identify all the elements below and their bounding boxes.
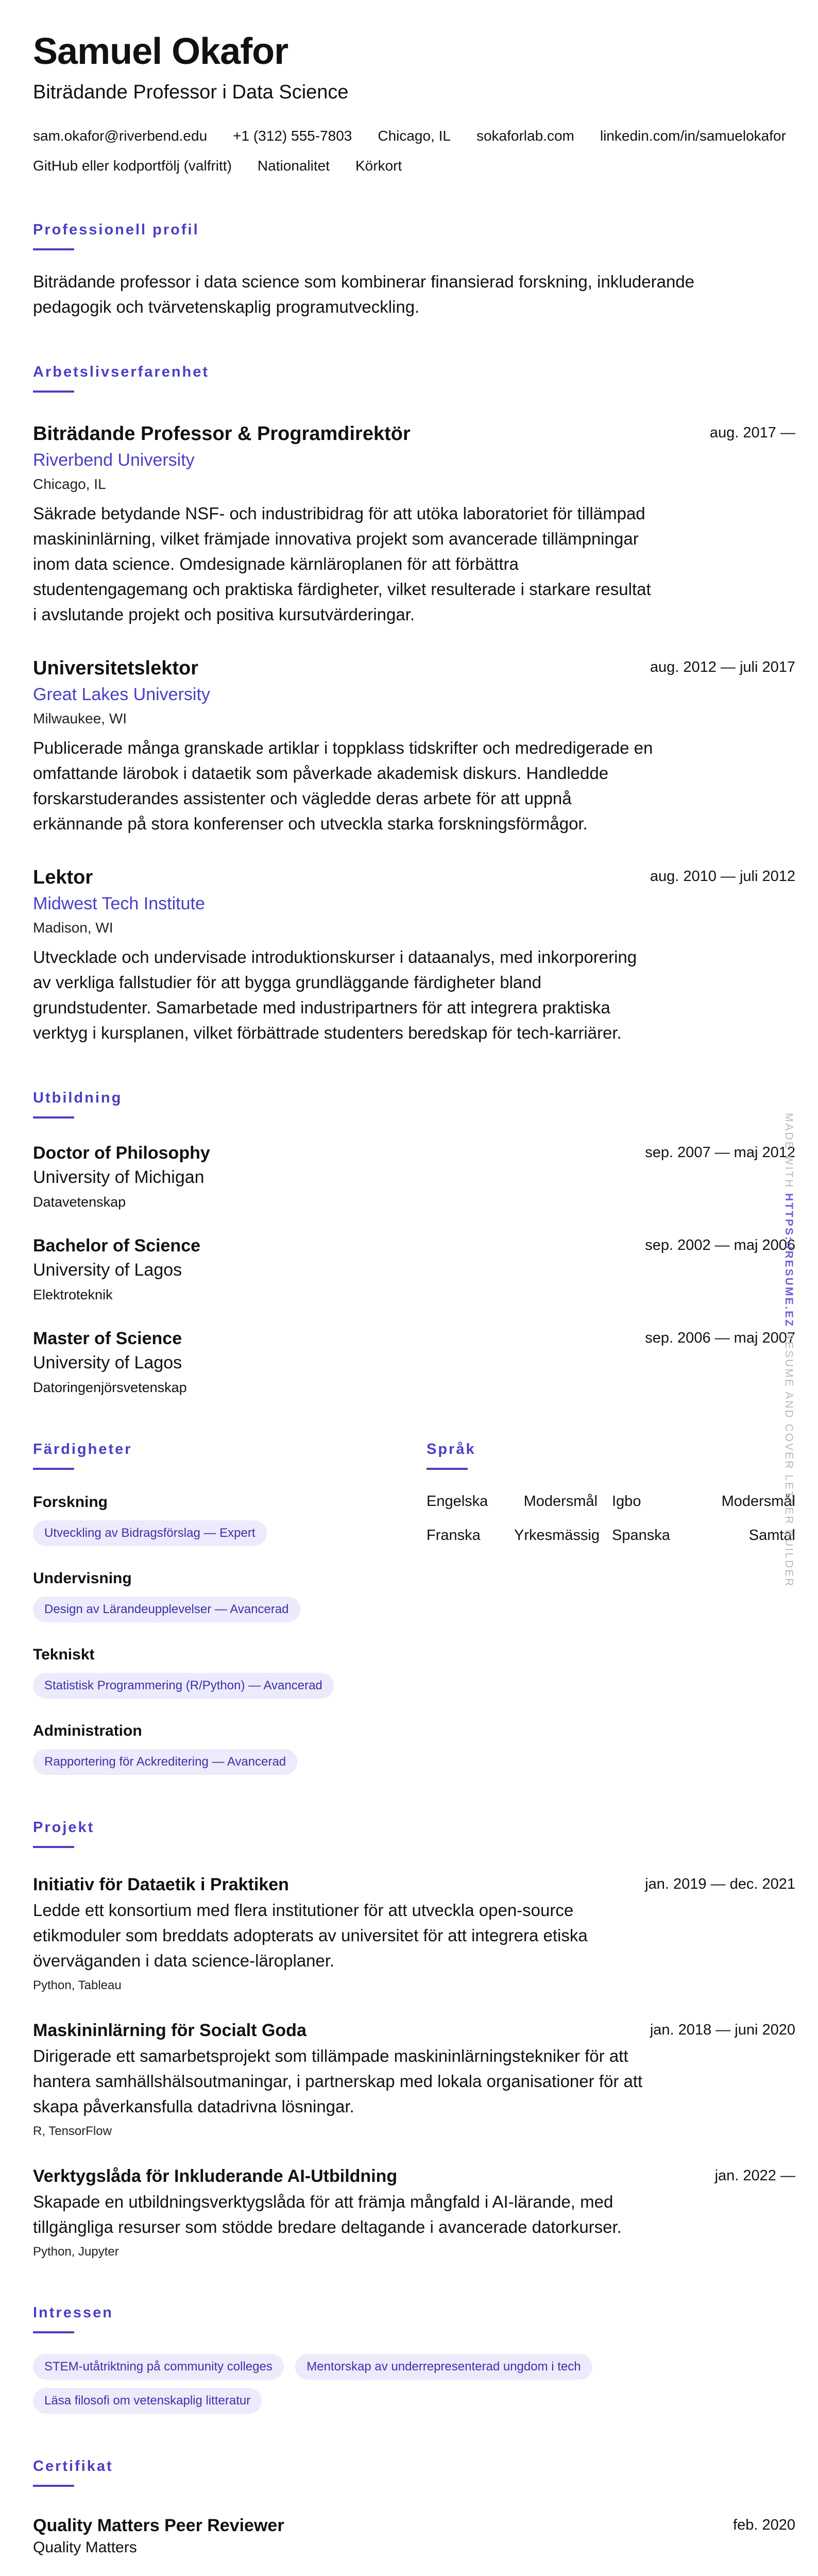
degree-title: Bachelor of Science — [33, 1236, 201, 1256]
project-entry — [33, 2165, 795, 2260]
section-title-profile: Professionell profil — [33, 222, 199, 238]
section-title-experience: Arbetslivserfarenhet — [33, 364, 210, 380]
project-description: Skapade en utbildningsverktygslåda för att främja mångfald i AI-lärande, med tillgängliga resurser som stödde bredare deltagande i avancerade datorkurser. — [33, 2192, 622, 2236]
project-title: Maskininlärning för Socialt Goda — [33, 2021, 306, 2040]
section-title-skills: Färdigheter — [33, 1441, 132, 1458]
language-name: Franska — [427, 1527, 481, 1544]
section-divider — [33, 1846, 74, 1848]
contact-location: Chicago, IL — [378, 128, 451, 144]
job-description: Säkrade betydande NSF- och industribidrag för att utöka laboratoriet för tillämpad maskininlärning, vilket främjade innovativa projekt som avancerade tillämpningar inom data science. Omdesignade kärnläroplanen för att förbättra studentengagemang och praktiska färdigheter, vilket resulterade i starkare resultat i avslutande projekt och positiva kursutvärderingar. — [33, 504, 651, 624]
education-entry — [33, 1235, 795, 1304]
skill-chip: Statistisk Programmering (R/Python) — Avancerad — [33, 1673, 334, 1699]
candidate-name: Samuel Okafor — [33, 31, 288, 72]
field-of-study: Datavetenskap — [33, 1194, 126, 1210]
skill-group-name: Forskning — [33, 1494, 108, 1511]
contact-license: Körkort — [355, 158, 402, 174]
interest-chip: Mentorskap av underrepresenterad ungdom i tech — [295, 2354, 592, 2380]
section-title-projects: Projekt — [33, 1819, 95, 1836]
section-title-interests: Intressen — [33, 2304, 113, 2321]
project-tech: Python, Jupyter — [33, 2245, 119, 2259]
profile-summary: Biträdande professor i data science som kombinerar finansierad forskning, inkluderande pedagogik och tvärvetenskaplig programutveckling. — [33, 272, 695, 316]
education-entry — [33, 1142, 795, 1211]
education-entry — [33, 1328, 795, 1397]
section-title-languages: Språk — [427, 1441, 476, 1458]
section-divider — [33, 2331, 74, 2333]
school-name: University of Lagos — [33, 1260, 182, 1280]
project-title: Initiativ för Dataetik i Praktiken — [33, 1875, 289, 1894]
job-dates: aug. 2012 — juli 2017 — [650, 659, 795, 675]
education-dates: sep. 2007 — maj 2012 — [645, 1144, 795, 1161]
certificate-issuer: Quality Matters — [33, 2539, 137, 2556]
project-description: Dirigerade ett samarbetsprojekt som tillämpade maskininlärningstekniker för att hantera samhällshälsoutmaningar, i partnerskap med lokala organisationer för att skapa påverkansfulla datadrivna lösningar. — [33, 2046, 643, 2116]
education-dates: sep. 2002 — maj 2006 — [645, 1237, 795, 1253]
interest-chip: Läsa filosofi om vetenskaplig litteratur — [33, 2388, 262, 2414]
contact-nationality: Nationalitet — [257, 158, 330, 174]
project-dates: jan. 2018 — juni 2020 — [650, 2022, 795, 2038]
school-name: University of Lagos — [33, 1353, 182, 1372]
contact-phone[interactable]: +1 (312) 555-7803 — [233, 128, 352, 144]
experience-section — [33, 363, 795, 1045]
certificate-entry — [33, 2515, 795, 2558]
interest-chip: STEM-utåtriktning på community colleges — [33, 2354, 284, 2380]
languages-section — [427, 1440, 795, 1775]
job-description: Publicerade många granskade artiklar i toppklass tidskrifter och medredigerade en omfattande lärobok i dataetik som påverkade akademisk diskurs. Handledde forskarstuderandes assistenter och vägledde deras arbete för att uppnå erkännande på stora konferenser och utveckla starka forskningsförmågor. — [33, 738, 653, 833]
language-level: Modersmål — [523, 1493, 598, 1510]
skill-group — [33, 1569, 427, 1622]
field-of-study: Datoringenjörsvetenskap — [33, 1380, 187, 1395]
project-tech: Python, Tableau — [33, 1978, 122, 1992]
job-description: Utvecklade och undervisade introduktionskurser i dataanalys, med inkorporering av verkliga fallstudier för att bygga grundläggande färdigheter bland grundstudenter. Samarbetade med industripartners för att integrera praktiska verktyg i kursplanen, vilket förbättrade studenters beredskap för tech-karriärer. — [33, 947, 637, 1042]
skill-group — [33, 1645, 427, 1699]
language-level: Yrkesmässig — [514, 1527, 600, 1544]
experience-entry — [33, 422, 795, 627]
language-list — [427, 1492, 795, 1545]
builder-credit — [781, 1113, 796, 1587]
language-name: Engelska — [427, 1493, 488, 1510]
skill-chip: Rapportering för Ackreditering — Avancerad — [33, 1749, 297, 1775]
contact-list — [33, 125, 795, 177]
skill-chip: Utveckling av Bidragsförslag — Expert — [33, 1520, 267, 1546]
education-dates: sep. 2006 — maj 2007 — [645, 1330, 795, 1346]
job-location: Madison, WI — [33, 920, 113, 936]
skill-group — [33, 1493, 427, 1546]
skill-chip: Design av Lärandeupplevelser — Avancerad — [33, 1597, 300, 1622]
section-title-certificates: Certifikat — [33, 2458, 113, 2475]
contact-email[interactable]: sam.okafor@riverbend.edu — [33, 128, 208, 144]
job-title: Universitetslektor — [33, 657, 199, 679]
employer-name[interactable]: Great Lakes University — [33, 685, 210, 704]
contact-website[interactable]: sokaforlab.com — [476, 128, 574, 144]
credit-link[interactable]: HTTPS://RESUME.EZ — [783, 1193, 795, 1328]
job-location: Milwaukee, WI — [33, 710, 127, 726]
employer-name[interactable]: Midwest Tech Institute — [33, 894, 205, 913]
contact-github[interactable]: GitHub eller kodportfölj (valfritt) — [33, 158, 232, 174]
profile-section — [33, 221, 795, 319]
field-of-study: Elektroteknik — [33, 1287, 113, 1302]
skill-group-name: Tekniskt — [33, 1646, 95, 1663]
skill-group — [33, 1721, 427, 1775]
school-name: University of Michigan — [33, 1167, 204, 1187]
section-title-education: Utbildning — [33, 1090, 123, 1106]
section-divider — [33, 1468, 74, 1470]
employer-name[interactable]: Riverbend University — [33, 450, 195, 470]
experience-entry — [33, 657, 795, 836]
contact-linkedin[interactable]: linkedin.com/in/samuelokafor — [600, 128, 786, 144]
credit-prefix: MADE WITH — [783, 1113, 795, 1189]
education-section — [33, 1089, 795, 1397]
project-entry — [33, 2020, 795, 2140]
job-title: Lektor — [33, 867, 93, 888]
section-divider — [33, 1116, 74, 1118]
job-title: Biträdande Professor & Programdirektör — [33, 423, 411, 445]
skills-languages-row — [33, 1440, 795, 1775]
project-description: Ledde ett konsortium med flera institutioner för att utveckla open-source etikmoduler som breddats adopterats av universitet för att integrera etiska överväganden i data science-läroplaner. — [33, 1901, 588, 1970]
resume-page — [33, 30, 795, 2558]
job-dates: aug. 2017 — — [709, 425, 795, 441]
projects-section — [33, 1818, 795, 2260]
section-divider — [33, 248, 74, 250]
language-level: Samtal — [748, 1527, 795, 1544]
skills-section — [33, 1440, 427, 1775]
certificates-section — [33, 2457, 795, 2558]
section-divider — [33, 391, 74, 393]
section-divider — [33, 2485, 74, 2487]
job-location: Chicago, IL — [33, 476, 106, 492]
degree-title: Doctor of Philosophy — [33, 1143, 210, 1163]
job-dates: aug. 2010 — juli 2012 — [650, 868, 795, 885]
credit-suffix: RESUME AND COVER LETTER BUILDER — [783, 1332, 795, 1588]
interest-list — [33, 2346, 795, 2414]
language-name: Spanska — [612, 1527, 670, 1544]
language-level: Modersmål — [721, 1493, 795, 1510]
candidate-headline: Biträdande Professor i Data Science — [33, 81, 349, 103]
certificate-title: Quality Matters Peer Reviewer — [33, 2516, 284, 2535]
project-tech: R, TensorFlow — [33, 2124, 112, 2138]
certificate-date: feb. 2020 — [733, 2517, 795, 2533]
skill-group-name: Undervisning — [33, 1570, 132, 1587]
project-dates: jan. 2022 — — [714, 2167, 795, 2184]
interests-section — [33, 2303, 795, 2414]
section-divider — [427, 1468, 468, 1470]
language-name: Igbo — [612, 1493, 641, 1510]
degree-title: Master of Science — [33, 1329, 182, 1348]
project-title: Verktygslåda för Inkluderande AI-Utbildning — [33, 2166, 398, 2186]
project-entry — [33, 1874, 795, 1994]
project-dates: jan. 2019 — dec. 2021 — [645, 1876, 795, 1892]
experience-entry — [33, 866, 795, 1045]
skill-group-name: Administration — [33, 1722, 142, 1739]
